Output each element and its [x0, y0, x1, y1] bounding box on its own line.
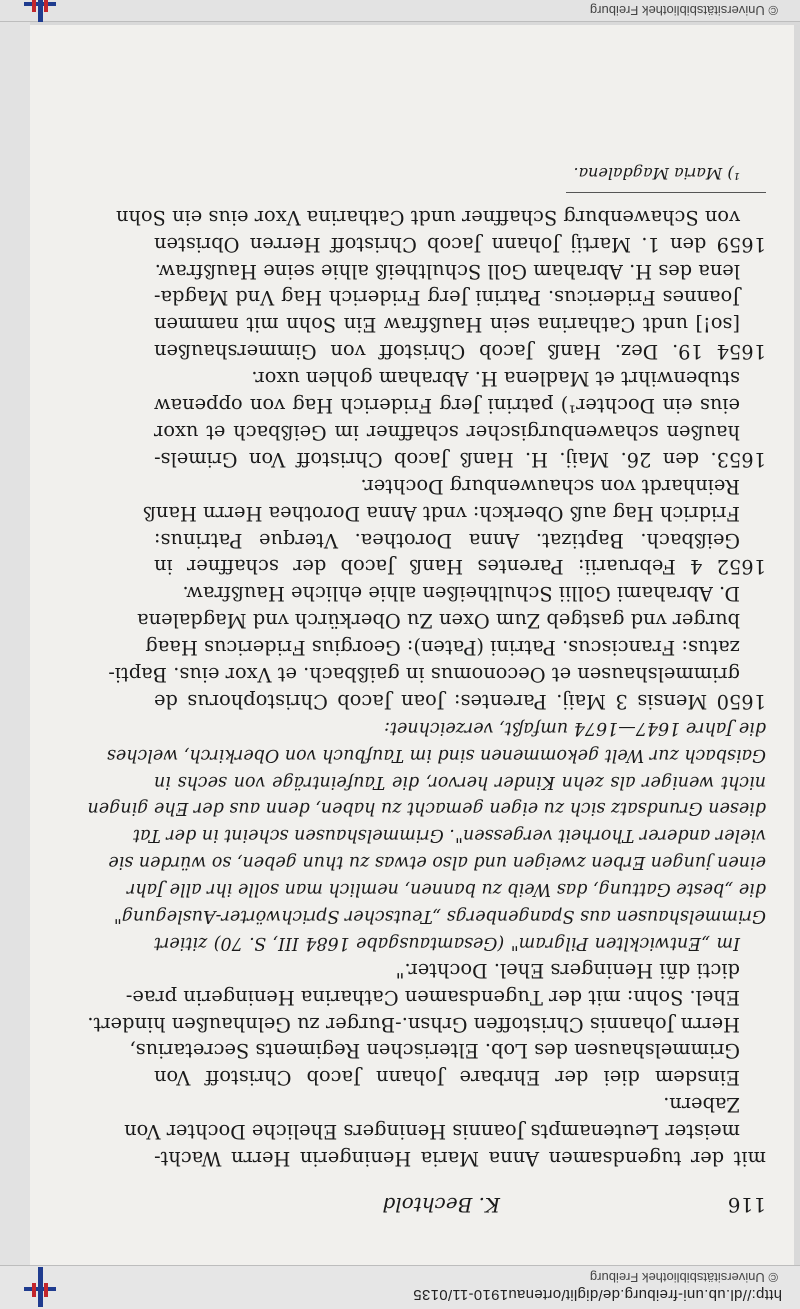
footnote-rule: [566, 192, 766, 193]
text-line: eius ein Dochter¹) patrini Jerg Friderich Hag von oppenaw: [154, 394, 740, 418]
ub-freiburg-logo-icon: [20, 1267, 60, 1307]
ub-freiburg-logo-icon: [20, 0, 60, 22]
text-line: nicht weniger als zehn Kinder hervor, die Taufeinträge von sechs in: [154, 771, 766, 792]
page-number: 116: [727, 1193, 766, 1217]
text-line: Geißbach. Baptizat. Anna Dorothea. Vterque Patrinus:: [154, 528, 740, 552]
source-url[interactable]: http://dl.ub.uni-freiburg.de/diglit/ortenau1910-11/0135: [413, 1286, 782, 1303]
copyright-notice-bottom: © Universitätsbibliothek Freiburg: [589, 3, 778, 18]
text-line: Fridrich Hag auß Oberkch: vndt Anna Dorothea Herrn Hanß: [142, 501, 740, 525]
text-line: von Schawenburg Schaffner undt Catharina Vxor eius ein Sohn: [115, 205, 740, 229]
text-line: meister Leutenampts Joannis Heningers Eheliche Dochter Von: [124, 1120, 740, 1144]
text-line: Reinhardt von schauwenburg Dochter.: [360, 474, 740, 498]
text-line: diesen Grundsatz sich zu eigen gemacht zu haben, denn aus der Ehe gingen: [87, 798, 766, 819]
page-edge-shadow: [0, 22, 30, 1265]
text-line: Joannes Fridericus. Patrini Jerg Friderich Hag Vnd Magda-: [154, 286, 740, 310]
text-line: 1659 den 1. Martij Johann Jacob Christoff Herren Obristen: [154, 232, 766, 256]
text-line: Herrn Johannis Christoffen Grhsn.-Burger zu Gelnhaußen hindert.: [87, 1012, 740, 1036]
text-line: haußen schawenburgischer schaffner im Geißbach et uxor: [154, 420, 740, 444]
running-head: K. Bechtold: [382, 1193, 500, 1217]
text-line: 1654 19. Dez. Hanß Jacob Christoff von Gimmershaußen: [154, 340, 766, 364]
text-line: die Jahre 1647—1674 umfaßt, verzeichnet:: [384, 717, 766, 738]
text-line: zatus: Franciscus. Patrini (Paten): Georgius Fridericus Haag: [145, 636, 740, 660]
footnote: ¹) Maria Magdalena.: [573, 163, 740, 183]
page-body: [87, 162, 766, 1171]
viewer-footer: [0, 0, 800, 22]
text-line: 1652 4 Februarii: Parentes Hanß Jacob der schaffner in: [154, 555, 766, 579]
text-line: grimmelshausen et Oeconomus in gaißbach. et Vxor eius. Bapti-: [108, 662, 740, 686]
text-line: Gaisbach zur Welt gekommenen sind im Taufbuch von Oberkirch, welches: [106, 744, 766, 765]
text-line: burger vnd gastgeb Zum Oxen Zu Oberkürch vnd Magdalena: [137, 609, 740, 633]
text-line: Grimmelshausen des Lob. Elterischen Regiments Secretarius,: [129, 1039, 740, 1063]
text-line: Im „Entwicklten Pilgram" (Gesamtausgabe 1684 III, S. 70) zitiert: [154, 932, 740, 953]
text-line: lena des H. Abraham Goll Schultheiß alhie seine Haußfraw.: [154, 259, 740, 283]
text-line: Ehel. Sohn: mit der Tugendsamen Catharina Heningerin prae-: [125, 985, 740, 1009]
text-line: dicti dñi Heningers Ehel. Dochter.": [395, 958, 740, 982]
text-line: Grimmelshausen aus Spangenbergs „Teutscher Sprichwörter-Auslegung": [113, 905, 766, 926]
text-line: einen jungen Erben zweigen und also etwas zu thun geben, so würden sie: [108, 852, 766, 873]
text-line: D. Abrahami Gollii Schultheißen alhie ehliche Haußfraw.: [182, 582, 740, 606]
text-line: stubenwihrt et Madlena H. Abraham gohlen uxor.: [251, 367, 740, 391]
text-line: 1653. den 26. Maij. H. Hanß Jacob Christoff Von Grimels-: [154, 447, 766, 471]
copyright-notice: © Universitätsbibliothek Freiburg: [589, 1270, 778, 1285]
viewer-header: [0, 1265, 800, 1309]
text-line: [so!] undt Catharina sein Haußfraw Ein Sohn mit nammen: [154, 313, 740, 337]
text-line: vieler anderer Thorheit vergessen". Grimmelshausen scheint in der Tat: [132, 825, 766, 846]
text-line: mit der tugendsamen Anna Maria Heningerin Herrn Wacht-: [154, 1147, 766, 1170]
text-line: die „beste Gattung, das Weib zu bannen, nemlich man solle ihr alle Jahr: [126, 879, 766, 900]
text-line: Einsdem diei der Ehrbare Johann Jacob Christoff Von: [154, 1066, 740, 1090]
text-line: Zabern.: [663, 1093, 740, 1117]
text-line: 1650 Mensis 3 Maij. Parentes: Joan Jacob Christophorus de: [154, 689, 766, 713]
